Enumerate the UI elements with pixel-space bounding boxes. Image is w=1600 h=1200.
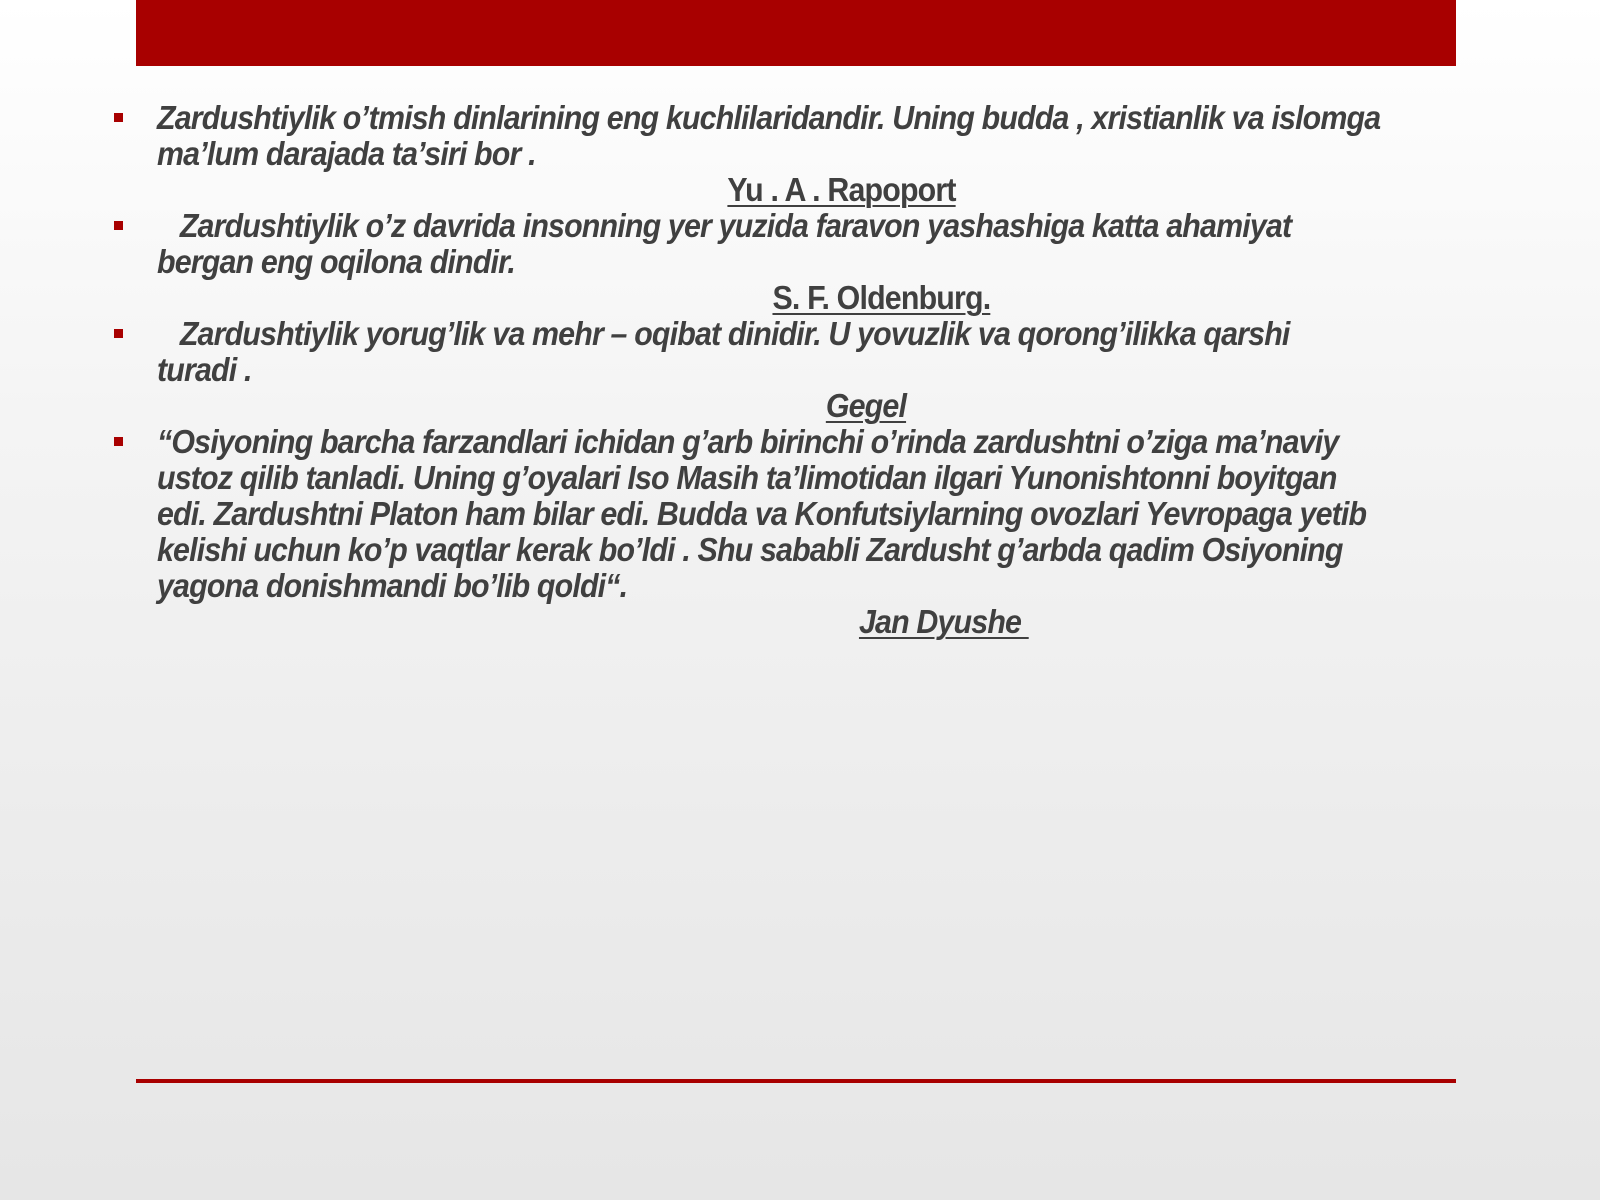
title-bar	[136, 0, 1456, 66]
quote-list	[110, 100, 1490, 640]
quote-item	[110, 208, 1490, 316]
quote-text: Zardushtiylik o’z davrida insonning yer yuzida faravon yashashiga katta ahamiyat bergan eng oqilona dindir.	[157, 207, 1292, 280]
quote-text: Zardushtiylik yorug’lik va mehr – oqibat dinidir. U yovuzlik va qorong’ilikka qarshi turadi .	[157, 315, 1290, 388]
quote-text: “Osiyoning barcha farzandlari ichidan g’arb birinchi o’rinda zardushtni o’ziga ma’naviy ustoz qilib tanladi. Uning g’oyalari Iso Masih ta’limotidan ilgari Yunonishtonni boyitgan edi. Zardushtni Platon ham bilar edi. Budda va Konfutsiylarning ovozlari Yevropaga yetib kelishi uchun ko’p vaqtlar kerak bo’ldi . Shu sababli Zardusht g’arbda qadim Osiyoning yagona donishmandi bo’lib qoldi“.	[157, 423, 1367, 604]
quote-text: Zardushtiylik o’tmish dinlarining eng kuchlilaridandir. Uning budda , xristianlik va islomga ma’lum darajada ta’siri bor .	[157, 99, 1381, 172]
quote-item	[110, 424, 1490, 640]
square-bullet-icon	[114, 113, 123, 122]
quote-item	[110, 316, 1490, 424]
square-bullet-icon	[114, 329, 123, 338]
footer-rule	[136, 1079, 1456, 1083]
quote-author: Yu . A . Rapoport	[727, 171, 956, 208]
square-bullet-icon	[114, 437, 123, 446]
quote-author: S. F. Oldenburg.	[772, 279, 991, 316]
quote-author: Jan Dyushe	[858, 603, 1029, 640]
square-bullet-icon	[114, 221, 123, 230]
quote-author: Gegel	[825, 387, 907, 424]
quote-item	[110, 100, 1490, 208]
